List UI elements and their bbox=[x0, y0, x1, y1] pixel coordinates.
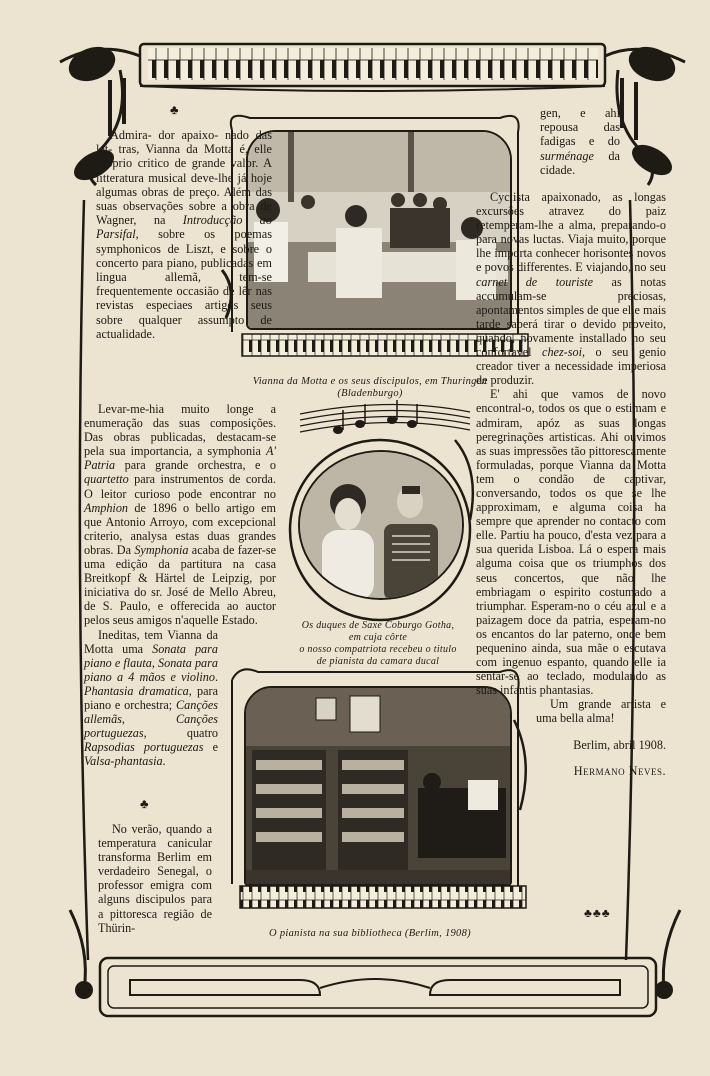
italic-run: Sonata para piano e flauta bbox=[84, 641, 218, 670]
left-para-4: No verão, quando a temperatura canicular transforma Berlim em verdadeiro Senegal, o professor emigra com alguns discipulos para a pittoresca região de Thürin- bbox=[98, 822, 212, 935]
photo-pianist-library bbox=[244, 686, 512, 886]
italic-run: chez-soi bbox=[542, 345, 582, 360]
photo1-caption-sub: (Bladenburgo) bbox=[337, 388, 403, 399]
photo2-image bbox=[300, 452, 462, 598]
photo1-caption-main: Vianna da Motta e os seus discipulos, em Thuringen bbox=[252, 376, 488, 387]
italic-run: A' Patria bbox=[84, 444, 276, 473]
italic-run: Canções portuguezas bbox=[84, 712, 218, 741]
italic-run: Phantasia dramatica bbox=[84, 683, 189, 698]
text-run: , sobre os poemas symphonicos de Liszt, e sobre o concerto para piano, publicadas em lingua allemã, tem-se frequentemente occasião de lêr nas revistas especiaes artigos seus sobre qualquer assumpto de actualidade. bbox=[96, 227, 272, 341]
left-para-1 bbox=[96, 128, 272, 341]
text-run: , para piano e orchestra; bbox=[84, 683, 218, 712]
photo2-caption-l4: de pianista da camara ducal bbox=[316, 656, 440, 667]
italic-run: surménage bbox=[540, 148, 594, 163]
text-run: Admira- dor apaixo- nado das let- tras, Vianna da Motta é, elle proprio critico de grande valor. A litteratura musical deve-lhe já hoje algumas obras de preço. Além das suas observações sobre a obra de Wagner, na bbox=[96, 128, 272, 228]
club-ornament-top: ♣ bbox=[170, 102, 179, 117]
text-run: , bbox=[121, 712, 177, 727]
right-column bbox=[476, 190, 666, 778]
left-para-2 bbox=[84, 402, 276, 628]
right-column-top bbox=[540, 106, 620, 177]
text-run: , o seu genio creador tiver a necessidade imperiosa de produzir. bbox=[476, 345, 667, 388]
top-keyboard-banner bbox=[140, 44, 605, 91]
text-run: . bbox=[162, 754, 166, 769]
text-run: para grande orchestra, e o bbox=[115, 458, 276, 473]
text-run: Ineditas, tem Vianna da Motta uma bbox=[84, 627, 218, 656]
photo-students-outdoor-table bbox=[246, 130, 512, 330]
photo3-image bbox=[246, 688, 510, 884]
photo-dukes-portrait bbox=[298, 450, 464, 600]
date-line: Berlim, abril 1908. bbox=[573, 737, 666, 752]
italic-run: Rapsodias portuguezas bbox=[84, 740, 204, 755]
right-para-2: E' ahi que vamos de novo encontral-o, todos os que o estimam e admiram, apóz as suas longas peregrinações artisticas. Ahi ouvimos as suas impressões tão pittorescamente formuladas, porque Vianna da Motta tem o condão de captivar, conversando, todos os que se lhe approximam, e alguma coisa ha sempre que aprender no contacto com elle. Partiu ha pouco, d'esta vez para a sua querida Lisboa. Lá o espera mais alguma coisa que os triumphos dos seus concertos, que não lhe embriagam o espirito costumado a triumphar. Esperam-no o céu azul e a paizagem doce da patria, esperam-no os encantos do lar paterno, onde bem pequenino ainda, sua mãe o escutava com ingenuo espanto, quando elle ia sentar-se ao teclado, modulando as suas infantis phantasias. bbox=[476, 387, 666, 698]
text-run: Cyclista apaixonado, as longas excursões atravez do paiz retemperam-lhe a alma, preparando-o para novas luctas. Viaja muito, porque lhe importa conhecer horisontes novos e povos differentes. E viajando, no seu bbox=[476, 190, 666, 275]
photo3-caption: O pianista na sua bibliotheca (Berlim, 1908) bbox=[269, 928, 471, 939]
text-run: as notas accumulam-se preciosas, apontamentos simples de que elle mais tarde saberá tirar o devido proveito, quando, novamente installado no seu confortavel bbox=[476, 274, 666, 360]
left-column-wide bbox=[84, 402, 276, 768]
text-run: gen, e ahi repousa das fadigas e do bbox=[540, 106, 620, 149]
right-para-0 bbox=[540, 106, 620, 177]
text-run: e bbox=[203, 740, 218, 755]
italic-run: carnet de touriste bbox=[476, 274, 593, 289]
italic-run: Canções allemãs bbox=[84, 697, 218, 727]
italic-run: quartetto bbox=[84, 472, 129, 487]
photo2-caption bbox=[276, 620, 480, 668]
italic-run: Symphonia bbox=[134, 542, 189, 557]
photo2-caption-l3: o nosso compatriota recebeu o titulo bbox=[299, 644, 457, 655]
club-ornament-mid: ♣ bbox=[140, 796, 149, 811]
left-column bbox=[96, 128, 272, 341]
text-run: Levar-me-hia muito longe a enumeração das suas composições. Das obras publicadas, destacam-se pela sua importancia, a symphonia bbox=[84, 402, 276, 459]
photo1-image bbox=[248, 132, 510, 328]
text-run: de 1896 o bello artigo em que Antonio Arroyo, com excepcional criterio, analysa estas duas grandes obras. Da bbox=[84, 500, 276, 557]
end-ornament: ♣♣♣ bbox=[584, 906, 611, 920]
italic-run: Valsa-phantasia bbox=[84, 754, 163, 769]
left-column-bottom bbox=[98, 822, 212, 935]
photo2-caption-l2: em cuja côrte bbox=[348, 632, 408, 643]
text-run: para instrumentos de corda. O leitor curioso pode encontrar no bbox=[84, 472, 276, 501]
text-run: da cidade. bbox=[540, 148, 620, 177]
signature: Hermano Neves. bbox=[573, 763, 666, 778]
italic-run: Amphion bbox=[84, 500, 129, 515]
text-run: , quatro bbox=[143, 726, 218, 741]
italic-run: Introducção ao Parsifal bbox=[96, 213, 272, 242]
right-para-3: Um grande artista e uma bella alma! bbox=[536, 697, 666, 726]
photo2-caption-l1: Os duques de Saxe Coburgo Gotha, bbox=[301, 620, 455, 631]
text-run: . bbox=[214, 669, 218, 684]
text-run: , bbox=[151, 655, 158, 670]
text-run: acaba de fazer-se uma edição da partitura na casa Breitkopf & Härtel de Leipzig, por iniciativa do sr. José de Mello Abreu, de S. Paulo, e offerecida ao auctor pelos seus amigos n'aquelle Estado. bbox=[84, 542, 277, 628]
photo1-caption bbox=[220, 376, 520, 400]
italic-run: Sonata para piano a 4 mãos e violino bbox=[84, 655, 218, 684]
right-para-1 bbox=[476, 190, 666, 387]
left-para-3 bbox=[84, 628, 218, 769]
